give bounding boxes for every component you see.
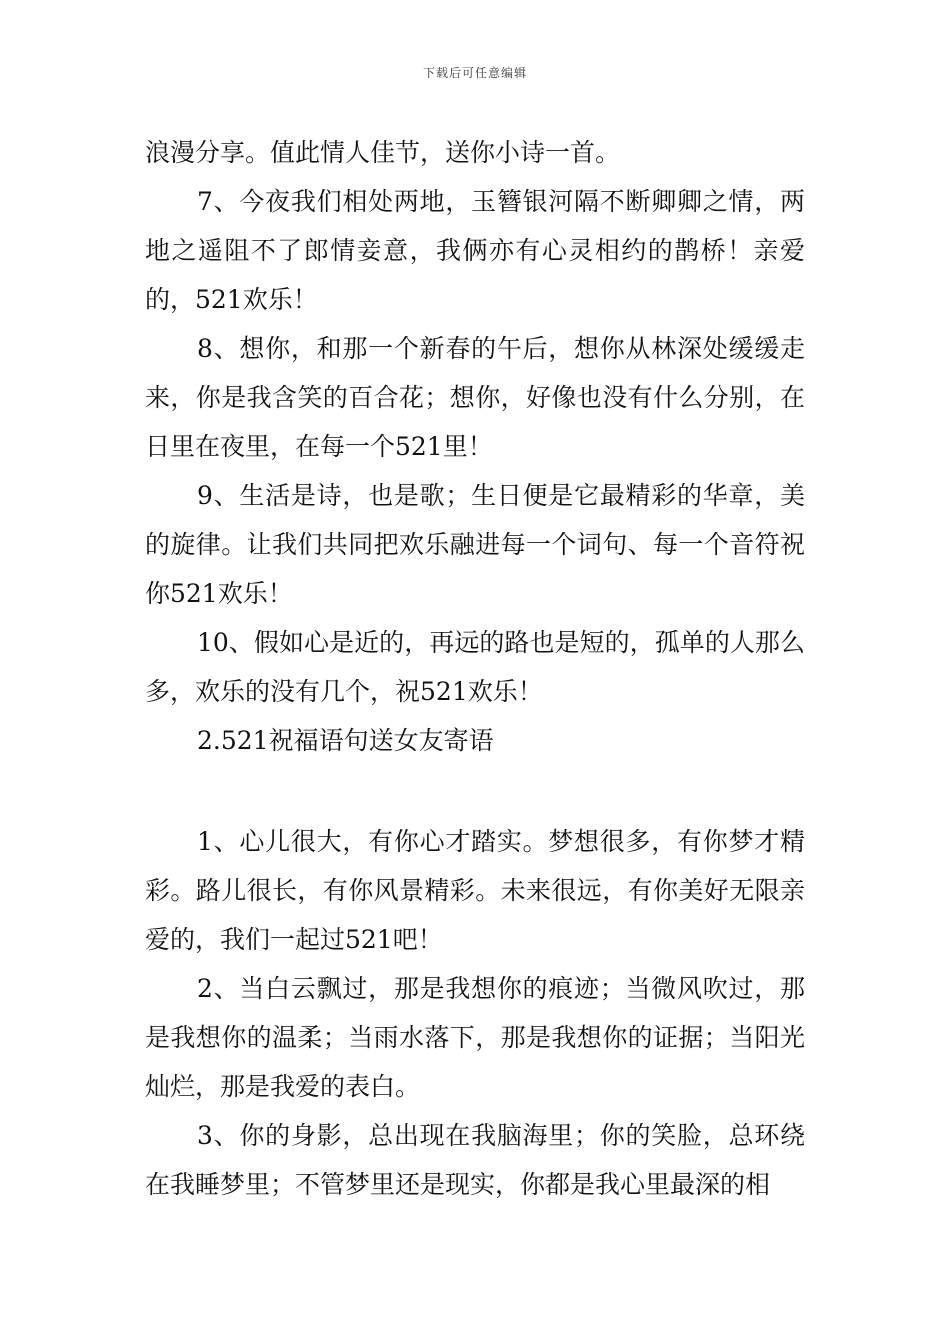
document-body [145,128,805,1209]
paragraph-wish-9: 9、生活是诗，也是歌；生日便是它最精彩的华章，美的旋律。让我们共同把欢乐融进每一个词句、每一个音符祝你521欢乐！ [145,481,805,608]
page-header: 下载后可任意编辑 [422,66,527,80]
paragraph-girlfriend-wish-3: 3、你的身影，总出现在我脑海里；你的笑脸，总环绕在我睡梦里；不管梦里还是现实，你都是我心里最深的相 [145,1121,805,1199]
paragraph-continuation: 浪漫分享。值此情人佳节，送你小诗一首。 [145,138,621,167]
paragraph-wish-7: 7、今夜我们相处两地，玉簪银河隔不断卿卿之情，两地之遥阻不了郎情妾意，我俩亦有心灵相约的鹊桥！亲爱的，521欢乐！ [145,187,805,314]
paragraph-girlfriend-wish-2: 2、当白云飘过，那是我想你的痕迹；当微风吹过，那是我想你的温柔；当雨水落下，那是我想你的证据；当阳光灿烂，那是我爱的表白。 [145,974,805,1101]
paragraph-girlfriend-wish-1: 1、心儿很大，有你心才踏实。梦想很多，有你梦才精彩。路儿很长，有你风景精彩。未来很远，有你美好无限亲爱的，我们一起过521吧！ [145,827,805,954]
section-heading: 2.521祝福语句送女友寄语 [197,726,494,755]
paragraph-wish-8: 8、想你，和那一个新春的午后，想你从林深处缓缓走来，你是我含笑的百合花；想你，好像也没有什么分别，在日里在夜里，在每一个521里！ [145,334,805,461]
paragraph-wish-10: 10、假如心是近的，再远的路也是短的，孤单的人那么多，欢乐的没有几个，祝521欢乐！ [145,628,805,706]
section-spacer [145,765,805,817]
